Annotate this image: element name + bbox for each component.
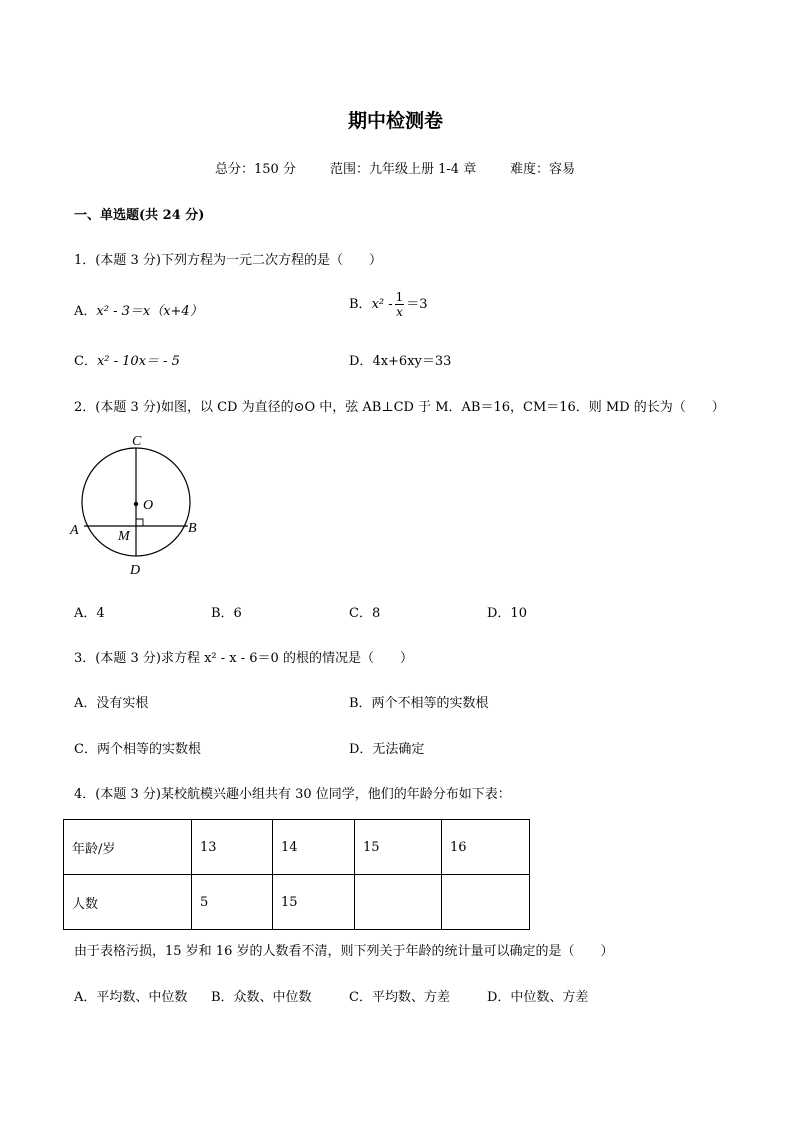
question-4-followup: 由于表格污损，15 岁和 16 岁的人数看不清，则下列关于年龄的统计量可以确定的是（ ） bbox=[74, 944, 614, 959]
table-row bbox=[64, 875, 530, 930]
q1-option-b bbox=[349, 290, 428, 319]
label-m: M bbox=[118, 529, 130, 544]
q1-option-a-prefix: A． bbox=[74, 304, 97, 319]
age-distribution-table bbox=[63, 819, 530, 930]
table-cell: 13 bbox=[192, 820, 273, 875]
q4-option-a: A．平均数、中位数 bbox=[74, 990, 188, 1005]
q1-option-b-right: ＝3 bbox=[406, 297, 428, 312]
table-cell: 14 bbox=[273, 820, 355, 875]
fraction-numerator: 1 bbox=[395, 290, 404, 304]
table-cell: 人数 bbox=[64, 875, 192, 930]
table-row bbox=[64, 820, 530, 875]
q1-option-b-fraction bbox=[395, 290, 405, 319]
q1-option-b-prefix: B． bbox=[349, 297, 372, 312]
table-cell bbox=[355, 875, 442, 930]
q1-option-c bbox=[74, 350, 180, 369]
section-heading: 一、单选题(共 24 分) bbox=[74, 208, 205, 223]
table-cell: 15 bbox=[355, 820, 442, 875]
table-cell: 15 bbox=[273, 875, 355, 930]
q4-option-d: D．中位数、方差 bbox=[487, 990, 589, 1005]
total-score: 总分：150 分 bbox=[215, 162, 296, 177]
circle-figure bbox=[62, 428, 212, 582]
label-o: O bbox=[143, 498, 154, 513]
fraction-denominator: x bbox=[396, 305, 403, 319]
question-2-stem: 2．(本题 3 分)如图，以 CD 为直径的⊙O 中，弦 AB⊥CD 于 M．AB＝16，CM＝16．则 MD 的长为（ ） bbox=[74, 400, 725, 415]
q4-option-c: C．平均数、方差 bbox=[349, 990, 450, 1005]
q4-option-b: B．众数、中位数 bbox=[211, 990, 312, 1005]
q1-option-d-text: 4x+6xy＝33 bbox=[372, 354, 452, 369]
q1-option-c-prefix: C． bbox=[74, 354, 97, 369]
label-c: C bbox=[132, 434, 142, 449]
q2-option-a: A．4 bbox=[74, 606, 105, 621]
table-cell: 5 bbox=[192, 875, 273, 930]
difficulty: 难度：容易 bbox=[510, 162, 576, 177]
label-a: A bbox=[70, 523, 79, 538]
q2-option-b: B．6 bbox=[211, 606, 242, 621]
question-4-stem: 4．(本题 3 分)某校航模兴趣小组共有 30 位同学，他们的年龄分布如下表： bbox=[74, 787, 511, 802]
q2-option-d: D．10 bbox=[487, 606, 527, 621]
exam-scope: 范围：九年级上册 1-4 章 bbox=[330, 162, 477, 177]
q3-option-d: D．无法确定 bbox=[349, 742, 425, 757]
q3-option-a: A．没有实根 bbox=[74, 696, 149, 711]
q1-option-b-left: x² - bbox=[371, 297, 393, 312]
page-title: 期中检测卷 bbox=[348, 110, 444, 132]
center-point bbox=[134, 502, 138, 506]
q1-option-a bbox=[74, 300, 203, 319]
q1-option-d-prefix: D． bbox=[349, 354, 373, 369]
q2-option-c: C．8 bbox=[349, 606, 381, 621]
right-angle-mark bbox=[136, 519, 143, 526]
q1-option-d bbox=[349, 350, 451, 369]
q3-option-c: C．两个相等的实数根 bbox=[74, 742, 201, 757]
label-d: D bbox=[130, 563, 141, 578]
question-1-stem: 1．(本题 3 分)下列方程为一元二次方程的是（ ） bbox=[74, 253, 382, 268]
circle-diagram bbox=[62, 428, 212, 578]
table-cell: 年龄/岁 bbox=[64, 820, 192, 875]
table-cell: 16 bbox=[442, 820, 530, 875]
question-3-stem: 3．(本题 3 分)求方程 x² - x - 6＝0 的根的情况是（ ） bbox=[74, 651, 413, 666]
table-cell bbox=[442, 875, 530, 930]
q1-option-c-text: x² - 10x＝ - 5 bbox=[96, 354, 180, 369]
label-b: B bbox=[188, 521, 197, 536]
q3-option-b: B．两个不相等的实数根 bbox=[349, 696, 489, 711]
q1-option-a-text: x² - 3＝x（x+4） bbox=[96, 304, 203, 319]
